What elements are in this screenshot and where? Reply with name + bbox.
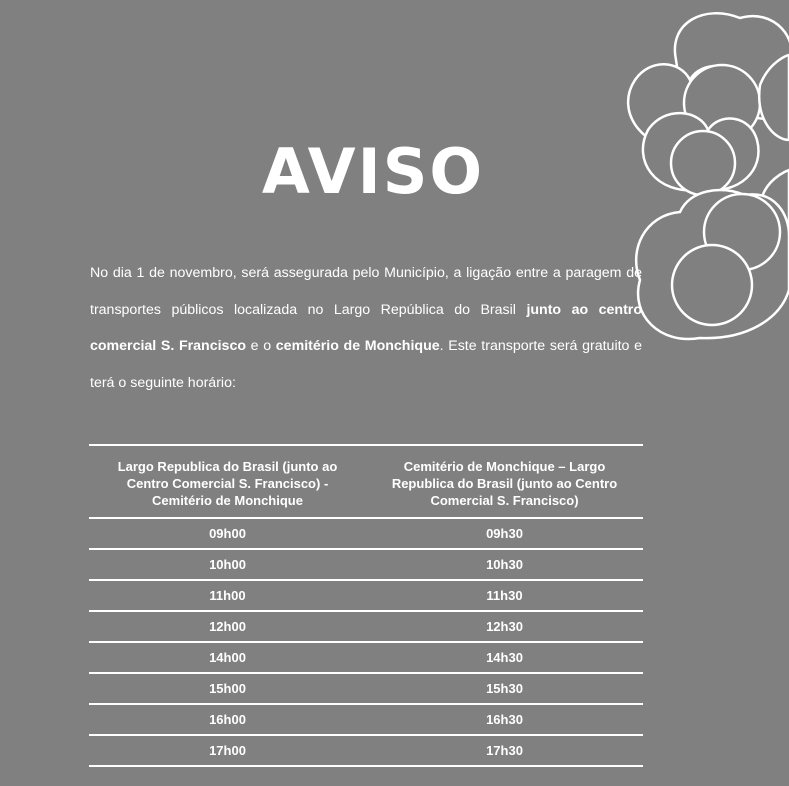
return-time: 17h30 [366, 735, 643, 766]
return-time: 09h30 [366, 518, 643, 549]
page-title: AVISO [261, 135, 485, 208]
return-time: 10h30 [366, 549, 643, 580]
outbound-time: 09h00 [89, 518, 366, 549]
table-row [89, 611, 643, 642]
notice-text-1: No dia 1 de novembro, será assegurada pelo Município, a ligação entre a paragem de transportes públicos localizada no Largo República do Brasil [90, 265, 642, 318]
outbound-time: 15h00 [89, 673, 366, 704]
table-row [89, 642, 643, 673]
schedule-header-row [89, 445, 643, 518]
return-time: 11h30 [366, 580, 643, 611]
table-row [89, 673, 643, 704]
return-time: 12h30 [366, 611, 643, 642]
notice-destination-emphasis: cemitério de Monchique [275, 338, 440, 354]
return-time: 16h30 [366, 704, 643, 735]
column-header-outbound: Largo Republica do Brasil (junto ao Centro Comercial S. Francisco) - Cemitério de Monchique [89, 445, 366, 518]
table-row [89, 518, 643, 549]
return-time: 14h30 [366, 642, 643, 673]
column-header-return: Cemitério de Monchique – Largo Republica do Brasil (junto ao Centro Comercial S. Francisco) [366, 445, 643, 518]
notice-location-emphasis: junto ao centro comercial S. Francisco [90, 301, 642, 354]
outbound-time: 16h00 [89, 704, 366, 735]
outbound-time: 17h00 [89, 735, 366, 766]
notice-text-3: . Este transporte será gratuito e terá o seguinte horário: [90, 338, 642, 391]
outbound-time: 14h00 [89, 642, 366, 673]
return-time: 15h30 [366, 673, 643, 704]
outbound-time: 10h00 [89, 549, 366, 580]
outbound-time: 12h00 [89, 611, 366, 642]
notice-text-2: e o [246, 338, 276, 354]
schedule-table [89, 444, 643, 767]
outbound-time: 11h00 [89, 580, 366, 611]
table-row [89, 549, 643, 580]
table-row [89, 735, 643, 766]
notice-paragraph [90, 255, 642, 401]
table-row [89, 580, 643, 611]
table-row [89, 704, 643, 735]
